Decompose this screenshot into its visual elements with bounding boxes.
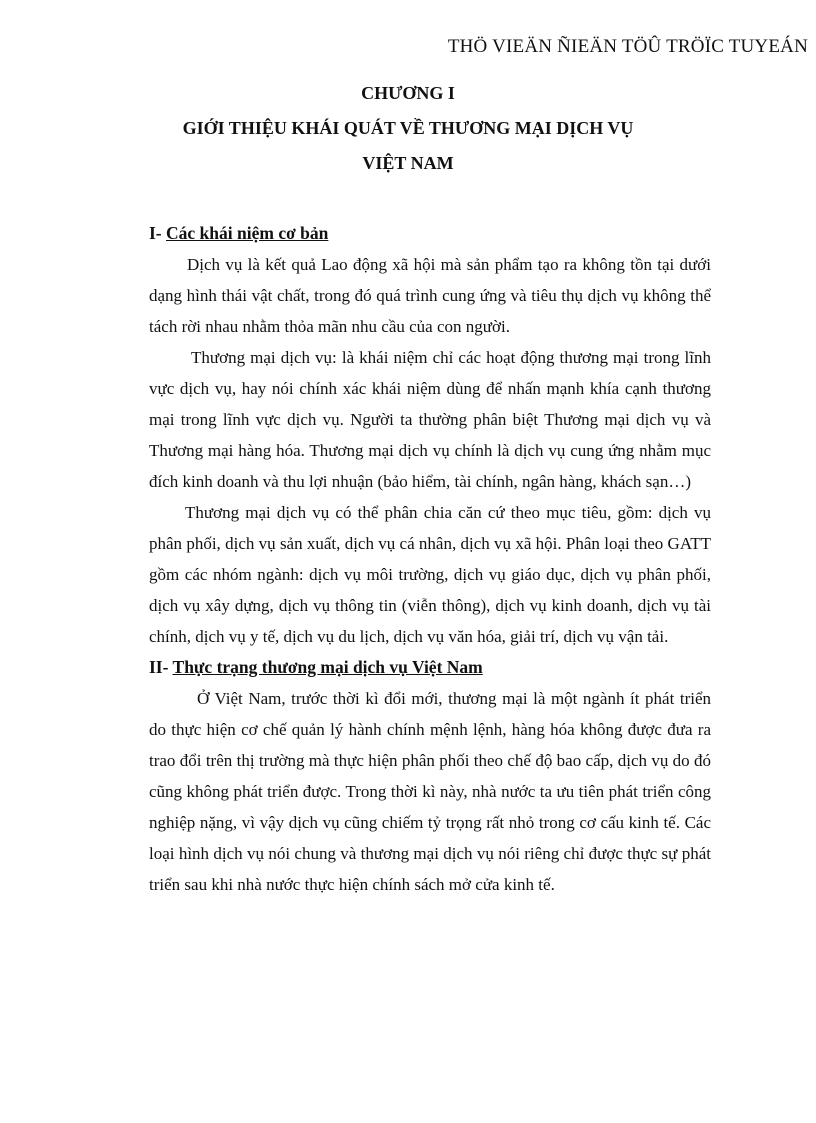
paragraph: Thương mại dịch vụ có thể phân chia căn cứ theo mục tiêu, gồm: dịch vụ phân phối, dịch vụ sản xuất, dịch vụ cá nhân, dịch vụ xã hội. Phân loại theo GATT gồm các nhóm ngành: dịch vụ môi trường, dịch vụ giáo dục, dịch vụ phân phối, dịch vụ xây dựng, dịch vụ thông tin (viễn thông), dịch vụ kinh doanh, dịch vụ tài chính, dịch vụ y tế, dịch vụ du lịch, dịch vụ văn hóa, giải trí, dịch vụ vận tải.: [149, 503, 711, 646]
paragraph: Dịch vụ là kết quả Lao động xã hội mà sản phẩm tạo ra không tồn tại dưới dạng hình thái vật chất, trong đó quá trình cung ứng và tiêu thụ dịch vụ không thể tách rời nhau nhằm thỏa mãn nhu cầu của con người.: [149, 255, 711, 336]
document-body: [149, 218, 711, 900]
section-heading-text: Thực trạng thương mại dịch vụ Việt Nam: [172, 657, 483, 677]
chapter-title-line-1: GIỚI THIỆU KHÁI QUÁT VỀ THƯƠNG MẠI DỊCH VỤ: [182, 118, 634, 138]
section-heading-1: [149, 218, 711, 249]
chapter-number: CHƯƠNG I: [361, 83, 455, 103]
paragraph: Thương mại dịch vụ: là khái niệm chỉ các hoạt động thương mại trong lĩnh vực dịch vụ, hay nói chính xác khái niệm dùng để nhấn mạnh khía cạnh thương mại trong lĩnh vực dịch vụ. Người ta thường phân biệt Thương mại dịch vụ và Thương mại hàng hóa. Thương mại dịch vụ chính là dịch vụ cung ứng nhằm mục đích kinh doanh và thu lợi nhuận (bảo hiểm, tài chính, ngân hàng, khách sạn…): [149, 348, 711, 491]
chapter-title: [0, 76, 816, 181]
section-heading-2: [149, 652, 711, 683]
section-number: I-: [149, 223, 162, 243]
running-header: THÖ VIEÄN ÑIEÄN TÖÛ TRÖÏC TUYEÁN: [447, 36, 808, 57]
paragraph: Ở Việt Nam, trước thời kì đổi mới, thương mại là một ngành ít phát triển do thực hiện cơ chế quản lý hành chính mệnh lệnh, hàng hóa không được đưa ra trao đổi trên thị trường mà thực hiện phân phối theo chế độ bao cấp, dịch vụ do đó cũng không phát triển được. Trong thời kì này, nhà nước ta ưu tiên phát triển công nghiệp nặng, vì vậy dịch vụ cũng chiếm tỷ trọng rất nhỏ trong cơ cấu kinh tế. Các loại hình dịch vụ nói chung và thương mại dịch vụ nói riêng chỉ được thực sự phát triển sau khi nhà nước thực hiện chính sách mở cửa kinh tế.: [149, 689, 711, 894]
chapter-title-line-2: VIỆT NAM: [362, 153, 454, 173]
section-number: II-: [149, 657, 169, 677]
section-heading-text: Các khái niệm cơ bản: [166, 223, 329, 243]
